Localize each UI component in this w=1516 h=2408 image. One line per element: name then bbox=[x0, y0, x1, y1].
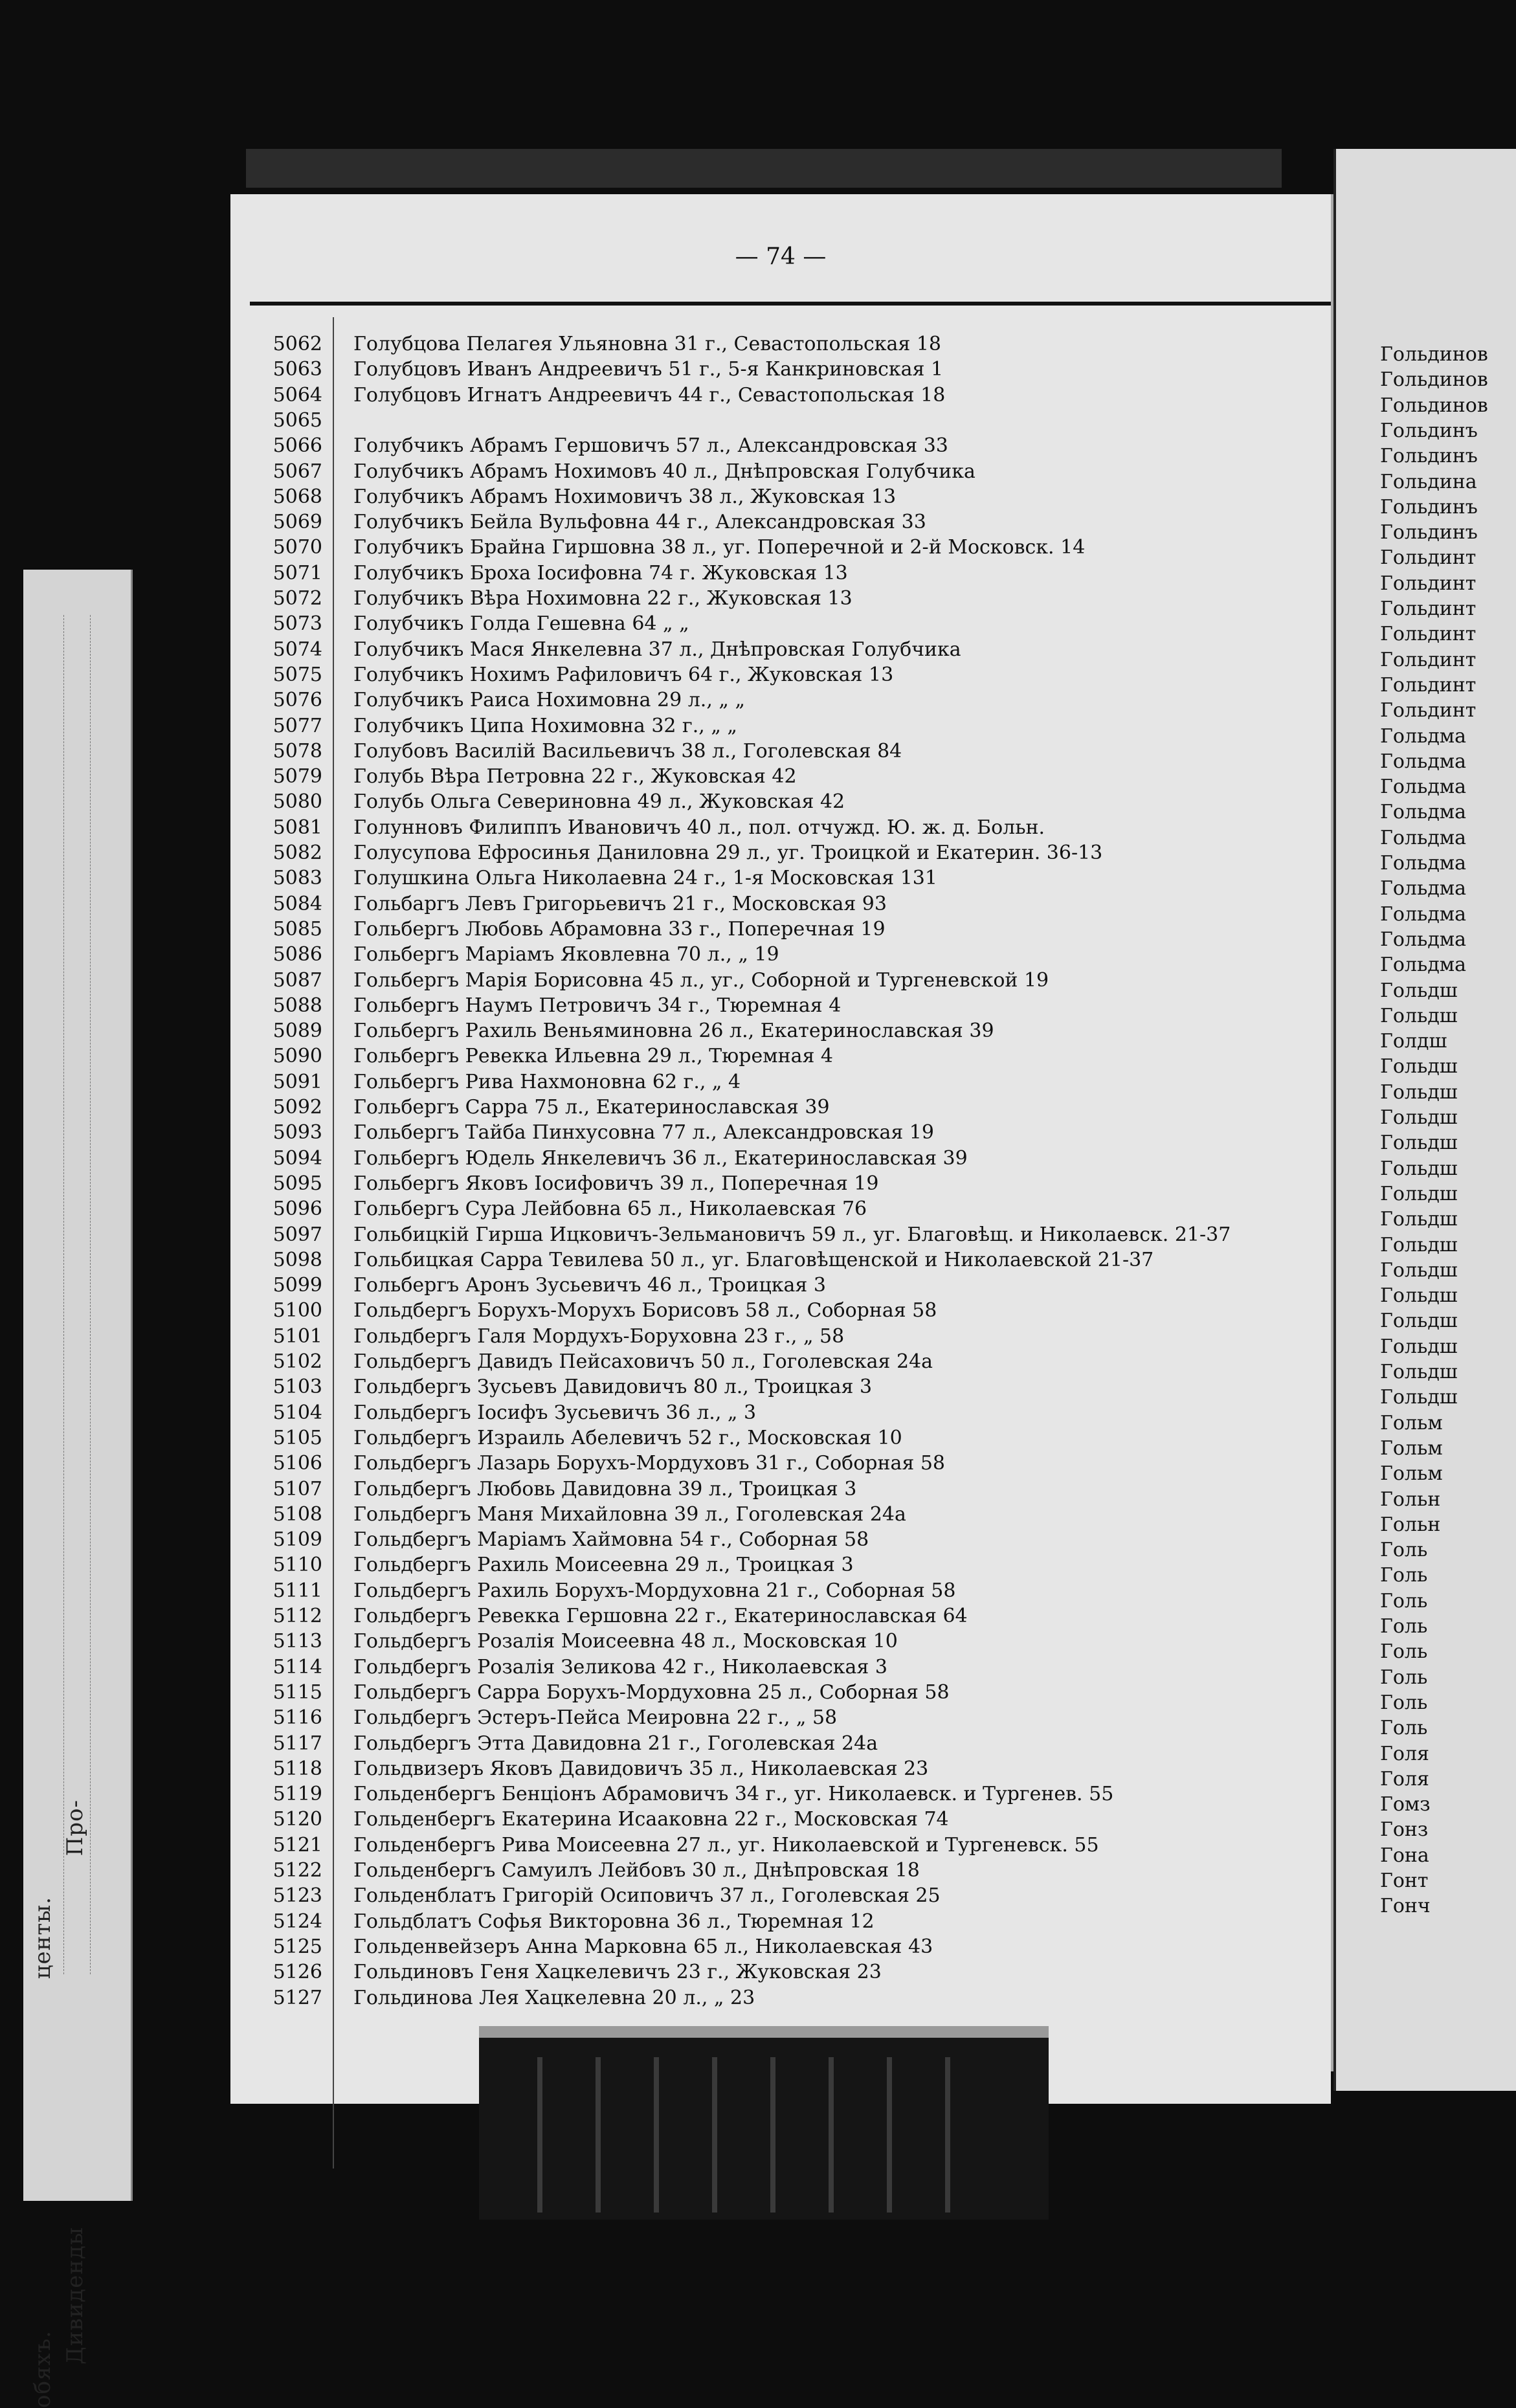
entry-text: Голубцова Пелагея Ульяновна 31 г., Севастопольская 18 bbox=[353, 333, 942, 355]
entry-text: Гольденблатъ Григорій Осиповичъ 37 л., Гоголевская 25 bbox=[353, 1884, 941, 1908]
list-item bbox=[230, 917, 1331, 942]
list-item bbox=[230, 764, 1331, 789]
list-item bbox=[230, 637, 1331, 662]
entry-number: 5080 bbox=[273, 790, 322, 814]
entry-number: 5091 bbox=[273, 1070, 322, 1093]
entry-number: 5103 bbox=[273, 1376, 322, 1399]
entry-text: Голунновъ Филиппъ Ивановичъ 40 л., пол. отчужд. Ю. ж. д. Больн. bbox=[353, 816, 1045, 839]
list-item bbox=[230, 1171, 1331, 1196]
entry-text: Гольбицкій Гирша Ицковичъ-Зельмановичъ 59 л., уг. Благовѣщ. и Николаевск. 21-37 bbox=[353, 1223, 1231, 1246]
list-item bbox=[230, 739, 1331, 764]
entry-text: Гольдбергъ Ревекка Гершовна 22 г., Екатеринославская 64 bbox=[353, 1605, 968, 1627]
right-page-fragment: Голь bbox=[1380, 1564, 1428, 1587]
list-item bbox=[230, 1603, 1331, 1629]
entry-text: Гольдбергъ Маріамъ Хаймовна 54 г., Соборная 58 bbox=[353, 1528, 869, 1552]
entry-number: 5071 bbox=[273, 561, 322, 585]
entry-text: Голусупова Ефросинья Даниловна 29 л., уг. Троицкой и Екатерин. 36-13 bbox=[353, 842, 1103, 864]
list-item bbox=[230, 535, 1331, 560]
right-page-fragment: Голя bbox=[1380, 1742, 1429, 1765]
right-page-fragment: Гольдш bbox=[1380, 1106, 1458, 1129]
list-item bbox=[230, 993, 1331, 1018]
entry-text: Гольбергъ Аронъ Зусьевичъ 46 л., Троицкая 3 bbox=[353, 1274, 826, 1297]
entry-number: 5111 bbox=[273, 1579, 322, 1602]
right-page-fragment: Голь bbox=[1380, 1539, 1428, 1562]
entry-text: Гольбергъ Ревекка Ильевна 29 л., Тюремная 4 bbox=[353, 1045, 834, 1068]
list-item bbox=[230, 1120, 1331, 1145]
entry-text: Гольдбергъ Любовь Давидовна 39 л., Троицкая 3 bbox=[353, 1477, 857, 1500]
entry-number: 5101 bbox=[273, 1324, 322, 1348]
entry-number: 5093 bbox=[273, 1121, 322, 1144]
entry-number: 5074 bbox=[273, 638, 322, 661]
right-page-fragment: Гольдш bbox=[1380, 1258, 1458, 1282]
entry-number: 5112 bbox=[273, 1605, 322, 1627]
list-item bbox=[230, 1985, 1331, 2011]
right-page-fragment: Гольдш bbox=[1380, 1310, 1458, 1333]
right-page-fragment: Голь bbox=[1380, 1666, 1428, 1689]
right-page-fragment: Гольн bbox=[1380, 1513, 1441, 1536]
left-fragment-2: центы. bbox=[30, 1897, 56, 1979]
list-item bbox=[230, 1883, 1331, 1908]
right-page-fragment: Гольдинов bbox=[1380, 343, 1488, 366]
entry-number: 5087 bbox=[273, 968, 322, 992]
list-item bbox=[230, 1298, 1331, 1323]
list-item bbox=[230, 789, 1331, 814]
entry-text: Гольбергъ Яковъ Іосифовичъ 39 л., Поперечная 19 bbox=[353, 1172, 879, 1195]
list-item bbox=[230, 1756, 1331, 1781]
right-page-fragment: Гольдш bbox=[1380, 979, 1458, 1002]
entry-text: Гольденвейзеръ Анна Марковна 65 л., Николаевская 43 bbox=[353, 1935, 933, 1958]
right-page-fragment: Голь bbox=[1380, 1640, 1428, 1664]
list-item bbox=[230, 561, 1331, 586]
right-page-fragment: Гонз bbox=[1380, 1818, 1429, 1842]
list-item bbox=[230, 1527, 1331, 1552]
entry-text: Голубчикъ Броха Іосифовна 74 г. Жуковская 13 bbox=[353, 561, 848, 585]
entry-text: Гольбергъ Сарра 75 л., Екатеринославская 39 bbox=[353, 1096, 830, 1119]
entry-number: 5094 bbox=[273, 1146, 322, 1170]
entry-number: 5116 bbox=[273, 1706, 322, 1730]
directory-page bbox=[230, 194, 1331, 2104]
right-page-fragment: Гольдма bbox=[1380, 750, 1467, 773]
right-page-fragment: Гольдинт bbox=[1380, 623, 1477, 646]
right-page-fragment: Гольдш bbox=[1380, 1157, 1458, 1180]
entry-number: 5114 bbox=[273, 1655, 322, 1678]
entry-number: 5075 bbox=[273, 663, 322, 686]
right-page-fragment: Гольдинт bbox=[1380, 597, 1477, 620]
list-item bbox=[230, 1578, 1331, 1603]
list-item bbox=[230, 1680, 1331, 1705]
right-page-fragment: Гольм bbox=[1380, 1462, 1443, 1486]
entry-text: Голубь Ольга Севериновна 49 л., Жуковская 42 bbox=[353, 790, 845, 814]
list-item bbox=[230, 1629, 1331, 1654]
list-item bbox=[230, 942, 1331, 967]
entry-text: Гольдбергъ Эстеръ-Пейса Меировна 22 г., „ 58 bbox=[353, 1706, 838, 1730]
right-page-fragment: Голь bbox=[1380, 1589, 1428, 1612]
entry-number: 5113 bbox=[273, 1630, 322, 1653]
right-page-fragment: Гольдш bbox=[1380, 1208, 1458, 1231]
entry-text: Гольденбергъ Рива Моисеевна 27 л., уг. Николаевской и Тургеневск. 55 bbox=[353, 1833, 1099, 1856]
list-item bbox=[230, 1196, 1331, 1221]
entry-number: 5110 bbox=[273, 1554, 322, 1577]
right-page-fragment: Гона bbox=[1380, 1844, 1429, 1867]
entry-text: Голубчикъ Мася Янкелевна 37 л., Днѣпровская Голубчика bbox=[353, 638, 961, 661]
entry-text: Голубчикъ Абрамъ Нохимовъ 40 л., Днѣпровская Голубчика bbox=[353, 460, 975, 483]
entry-number: 5106 bbox=[273, 1452, 322, 1475]
list-item bbox=[230, 1247, 1331, 1273]
entry-number: 5127 bbox=[273, 1986, 322, 2009]
entry-text: Гольбергъ Наумъ Петровичъ 34 г., Тюремная 4 bbox=[353, 994, 842, 1017]
list-item bbox=[230, 1425, 1331, 1451]
page-edge-shadow bbox=[246, 149, 1282, 188]
right-page-fragment: Гольдинт bbox=[1380, 572, 1477, 595]
entry-number: 5120 bbox=[273, 1808, 322, 1831]
list-item bbox=[230, 1069, 1331, 1095]
entry-number: 5086 bbox=[273, 943, 322, 966]
list-item bbox=[230, 840, 1331, 865]
entry-text: Голубовъ Василій Васильевичъ 38 л., Гоголевская 84 bbox=[353, 739, 902, 763]
entry-number: 5096 bbox=[273, 1198, 322, 1221]
entry-text: Гольдбергъ Розалія Моисеевна 48 л., Московская 10 bbox=[353, 1630, 898, 1653]
entry-number: 5064 bbox=[273, 383, 322, 407]
right-page-fragment: Гольдма bbox=[1380, 877, 1467, 900]
entry-number: 5062 bbox=[273, 333, 322, 355]
entry-text: Гольбергъ Любовь Абрамовна 33 г., Поперечная 19 bbox=[353, 917, 886, 941]
right-page-fragment: Гольдинъ bbox=[1380, 419, 1478, 442]
entry-text: Гольдиновъ Геня Хацкелевичъ 23 г., Жуковская 23 bbox=[353, 1961, 882, 1984]
right-page-fragment: Гольдш bbox=[1380, 1055, 1458, 1078]
entry-text: Гольдбергъ Борухъ-Морухъ Борисовъ 58 л., Соборная 58 bbox=[353, 1299, 937, 1322]
left-torn-page bbox=[23, 570, 133, 2408]
entry-number: 5073 bbox=[273, 612, 322, 636]
list-item bbox=[230, 891, 1331, 917]
list-item bbox=[230, 1146, 1331, 1171]
list-item bbox=[230, 1095, 1331, 1120]
left-page-column bbox=[63, 615, 91, 1974]
right-page-fragment: Гольм bbox=[1380, 1436, 1443, 1460]
list-item bbox=[230, 611, 1331, 636]
entry-text: Гольдбергъ Давидъ Пейсаховичъ 50 л., Гоголевская 24а bbox=[353, 1350, 933, 1373]
entry-number: 5076 bbox=[273, 689, 322, 712]
entry-text: Гольбергъ Марія Борисовна 45 л., уг., Соборной и Тургеневской 19 bbox=[353, 968, 1049, 992]
book-binding-shadow bbox=[479, 2026, 1049, 2220]
entry-number: 5072 bbox=[273, 587, 322, 610]
list-item bbox=[230, 1324, 1331, 1349]
entry-number: 5067 bbox=[273, 460, 322, 483]
entry-number: 5124 bbox=[273, 1910, 322, 1933]
entry-number: 5117 bbox=[273, 1732, 322, 1755]
right-page-fragment: Голдш bbox=[1380, 1030, 1447, 1053]
list-item bbox=[230, 865, 1331, 891]
right-page-fragment: Гольдинт bbox=[1380, 648, 1477, 671]
entry-number: 5084 bbox=[273, 892, 322, 915]
right-page-fragment: Гольдш bbox=[1380, 1182, 1458, 1205]
entry-number: 5081 bbox=[273, 816, 322, 839]
entry-text: Гольдбергъ Рахиль Борухъ-Мордуховна 21 г., Соборная 58 bbox=[353, 1579, 956, 1602]
entry-text: Голубчикъ Бейла Вульфовна 44 г., Александровская 33 bbox=[353, 511, 926, 534]
right-page-fragment: Гольдма bbox=[1380, 724, 1467, 748]
list-item bbox=[230, 1833, 1331, 1858]
header-rule bbox=[250, 302, 1331, 306]
entry-text: Гольдбергъ Израиль Абелевичъ 52 г., Московская 10 bbox=[353, 1426, 902, 1449]
list-item bbox=[230, 1705, 1331, 1730]
entry-text: Гольдбергъ Лазарь Борухъ-Мордуховъ 31 г., Соборная 58 bbox=[353, 1452, 945, 1475]
right-page-fragment: Гольдш bbox=[1380, 1335, 1458, 1358]
list-item bbox=[230, 433, 1331, 458]
right-page-fragment: Гольдинт bbox=[1380, 546, 1477, 570]
entry-text: Гольбергъ Сура Лейбовна 65 л., Николаевская 76 bbox=[353, 1198, 867, 1221]
right-page-fragment: Гольдма bbox=[1380, 801, 1467, 824]
entry-number: 5097 bbox=[273, 1223, 322, 1246]
entry-number: 5070 bbox=[273, 536, 322, 559]
list-item bbox=[230, 586, 1331, 611]
list-item bbox=[230, 815, 1331, 840]
entry-text: Гольденбергъ Екатерина Исааковна 22 г., Московская 74 bbox=[353, 1808, 949, 1831]
entry-number: 5119 bbox=[273, 1783, 322, 1806]
entry-number: 5100 bbox=[273, 1299, 322, 1322]
list-item bbox=[230, 1502, 1331, 1527]
right-page-fragment: Гольдш bbox=[1380, 1233, 1458, 1256]
list-item bbox=[230, 1374, 1331, 1399]
entry-number: 5121 bbox=[273, 1833, 322, 1856]
list-item bbox=[230, 383, 1331, 408]
list-item bbox=[230, 1018, 1331, 1043]
list-item bbox=[230, 1934, 1331, 1959]
entry-text: Голубчикъ Голда Гешевна 64 „ „ bbox=[353, 612, 689, 636]
entry-number: 5099 bbox=[273, 1274, 322, 1297]
entry-text: Гольдбергъ Розалія Зеликова 42 г., Николаевская 3 bbox=[353, 1655, 887, 1678]
list-item bbox=[230, 1477, 1331, 1502]
entry-text: Гольдблатъ Софья Викторовна 36 л., Тюремная 12 bbox=[353, 1910, 875, 1933]
entry-number: 5123 bbox=[273, 1884, 322, 1908]
right-page-fragment: Гольдинъ bbox=[1380, 445, 1478, 468]
entry-text: Гольдинова Лея Хацкелевна 20 л., „ 23 bbox=[353, 1986, 755, 2009]
list-item bbox=[230, 357, 1331, 382]
entry-number: 5085 bbox=[273, 917, 322, 941]
list-item bbox=[230, 1858, 1331, 1883]
entry-number: 5122 bbox=[273, 1859, 322, 1882]
right-page-fragment: Голь bbox=[1380, 1717, 1428, 1740]
list-item bbox=[230, 331, 1331, 357]
entry-text: Гольбергъ Рахиль Веньяминовна 26 л., Екатеринославская 39 bbox=[353, 1020, 994, 1043]
entry-text: Голубчикъ Брайна Гиршовна 38 л., уг. Поперечной и 2-й Московск. 14 bbox=[353, 536, 1086, 559]
entry-number: 5109 bbox=[273, 1528, 322, 1552]
list-item bbox=[230, 713, 1331, 739]
entry-text: Гольдвизеръ Яковъ Давидовичъ 35 л., Николаевская 23 bbox=[353, 1757, 929, 1780]
entry-text: Голубчикъ Вѣра Нохимовна 22 г., Жуковская 13 bbox=[353, 587, 853, 610]
right-page-fragment: Гольдинъ bbox=[1380, 495, 1478, 518]
right-neighbour-page bbox=[1333, 149, 1516, 2091]
entry-text: Гольбергъ Рива Нахмоновна 62 г., „ 4 bbox=[353, 1070, 741, 1093]
entry-text: Гольдбергъ Галя Мордухъ-Боруховна 23 г., „ 58 bbox=[353, 1324, 845, 1348]
entry-number: 5118 bbox=[273, 1757, 322, 1780]
entry-number: 5102 bbox=[273, 1350, 322, 1373]
right-page-fragment: Голь bbox=[1380, 1615, 1428, 1638]
right-page-fragment: Гольдш bbox=[1380, 1361, 1458, 1383]
list-item bbox=[230, 1451, 1331, 1476]
left-fragment-4: обяхъ. bbox=[30, 2330, 56, 2408]
list-item bbox=[230, 1273, 1331, 1298]
right-page-fragment: Гольдма bbox=[1380, 775, 1467, 799]
entry-text: Голубчикъ Абрамъ Нохимовичъ 38 л., Жуковская 13 bbox=[353, 485, 897, 508]
list-item bbox=[230, 484, 1331, 509]
entry-number: 5126 bbox=[273, 1961, 322, 1984]
page-number: — 74 — bbox=[735, 243, 827, 270]
entry-number: 5125 bbox=[273, 1935, 322, 1958]
entry-number: 5065 bbox=[273, 408, 322, 432]
list-item bbox=[230, 1909, 1331, 1934]
right-page-fragment: Гольдма bbox=[1380, 928, 1467, 951]
entry-number: 5104 bbox=[273, 1401, 322, 1424]
entry-number: 5108 bbox=[273, 1502, 322, 1526]
list-item bbox=[230, 687, 1331, 713]
left-fragment-3: Дивиденды bbox=[62, 2227, 88, 2365]
entry-number: 5079 bbox=[273, 765, 322, 788]
entry-text: Голубчикъ Ципа Нохимовна 32 г., „ „ bbox=[353, 714, 737, 737]
right-page-fragment: Гольдш bbox=[1380, 1284, 1458, 1308]
right-page-fragment: Гонт bbox=[1380, 1869, 1429, 1892]
entry-text: Гольдбергъ Іосифъ Зусьевичъ 36 л., „ 3 bbox=[353, 1401, 757, 1424]
entry-text: Голубчикъ Раиса Нохимовна 29 л., „ „ bbox=[353, 689, 746, 712]
right-page-fragment: Гомз bbox=[1380, 1793, 1431, 1816]
entry-number: 5089 bbox=[273, 1020, 322, 1043]
right-page-fragment: Голя bbox=[1380, 1767, 1429, 1790]
entry-number: 5077 bbox=[273, 714, 322, 737]
entry-number: 5082 bbox=[273, 842, 322, 864]
right-page-fragment: Гольдш bbox=[1380, 1080, 1458, 1104]
list-item bbox=[230, 1043, 1331, 1069]
entry-text: Голубцовъ Иванъ Андреевичъ 51 г., 5-я Канкриновская 1 bbox=[353, 358, 944, 381]
entry-number: 5078 bbox=[273, 739, 322, 763]
entry-number: 5083 bbox=[273, 867, 322, 890]
list-item bbox=[230, 509, 1331, 535]
right-page-fragment: Гольдинов bbox=[1380, 368, 1488, 392]
entry-text: Гольдбергъ Рахиль Моисеевна 29 л., Троицкая 3 bbox=[353, 1554, 854, 1577]
list-item bbox=[230, 1807, 1331, 1832]
entry-text: Гольбаргъ Левъ Григорьевичъ 21 г., Московская 93 bbox=[353, 892, 887, 915]
right-page-fragment: Гольдинъ bbox=[1380, 521, 1478, 544]
entry-text: Голубцовъ Игнатъ Андреевичъ 44 г., Севастопольская 18 bbox=[353, 383, 946, 407]
list-item bbox=[230, 1222, 1331, 1247]
entry-text: Гольбергъ Маріамъ Яковлевна 70 л., „ 19 bbox=[353, 943, 779, 966]
list-item bbox=[230, 1349, 1331, 1374]
entry-number: 5092 bbox=[273, 1096, 322, 1119]
right-page-fragment: Гольдинов bbox=[1380, 394, 1488, 417]
entry-number: 5095 bbox=[273, 1172, 322, 1195]
entry-number: 5063 bbox=[273, 358, 322, 381]
right-page-fragment: Гольдма bbox=[1380, 826, 1467, 849]
list-item bbox=[230, 1959, 1331, 1985]
entry-text: Гольденбергъ Бенціонъ Абрамовичъ 34 г., уг. Николаевск. и Тургенев. 55 bbox=[353, 1783, 1114, 1806]
list-item bbox=[230, 408, 1331, 433]
right-page-fragment: Гольдма bbox=[1380, 953, 1467, 977]
right-page-fragment: Гольдма bbox=[1380, 852, 1467, 875]
right-page-fragment: Гольдш bbox=[1380, 1386, 1458, 1409]
entry-text: Голубчикъ Нохимъ Рафиловичъ 64 г., Жуковская 13 bbox=[353, 663, 894, 686]
right-page-fragment: Гольдина bbox=[1380, 470, 1477, 493]
entry-number: 5088 bbox=[273, 994, 322, 1017]
entry-text: Гольдбергъ Этта Давидовна 21 г., Гоголевская 24а bbox=[353, 1732, 878, 1755]
list-item bbox=[230, 459, 1331, 484]
list-item bbox=[230, 1781, 1331, 1807]
left-fragment-1: Про- bbox=[62, 1800, 88, 1856]
entry-number: 5105 bbox=[273, 1426, 322, 1449]
entry-text: Гольдбергъ Зусьевъ Давидовичъ 80 л., Троицкая 3 bbox=[353, 1376, 873, 1399]
entry-text: Гольбицкая Сарра Тевилева 50 л., уг. Благовѣщенской и Николаевской 21-37 bbox=[353, 1248, 1154, 1271]
entry-number: 5066 bbox=[273, 434, 322, 458]
entry-number: 5098 bbox=[273, 1248, 322, 1271]
entry-text: Гольбергъ Тайба Пинхусовна 77 л., Александровская 19 bbox=[353, 1121, 934, 1144]
list-item bbox=[230, 1400, 1331, 1425]
right-page-fragment: Голь bbox=[1380, 1691, 1428, 1714]
right-page-fragment: Гольм bbox=[1380, 1411, 1443, 1434]
entry-text: Гольдбергъ Сарра Борухъ-Мордуховна 25 л., Соборная 58 bbox=[353, 1680, 950, 1704]
entry-number: 5090 bbox=[273, 1045, 322, 1068]
entry-text: Гольбергъ Юдель Янкелевичъ 36 л., Екатеринославская 39 bbox=[353, 1146, 968, 1170]
list-item bbox=[230, 1655, 1331, 1680]
entry-number: 5107 bbox=[273, 1477, 322, 1500]
right-page-fragment: Гонч bbox=[1380, 1895, 1431, 1918]
entry-number: 5115 bbox=[273, 1680, 322, 1704]
entry-number: 5068 bbox=[273, 485, 322, 508]
entry-text: Голубчикъ Абрамъ Гершовичъ 57 л., Александровская 33 bbox=[353, 434, 948, 458]
list-item bbox=[230, 1731, 1331, 1756]
list-item bbox=[230, 1552, 1331, 1577]
right-page-fragment: Гольдма bbox=[1380, 902, 1467, 926]
right-page-fragment: Гольдш bbox=[1380, 1132, 1458, 1155]
right-page-fragment: Гольдинт bbox=[1380, 673, 1477, 697]
entry-text: Гольденбергъ Самуилъ Лейбовъ 30 л., Днѣпровская 18 bbox=[353, 1859, 920, 1882]
list-item bbox=[230, 662, 1331, 687]
list-item bbox=[230, 968, 1331, 993]
right-page-fragment: Гольн bbox=[1380, 1488, 1441, 1511]
right-page-fragment: Гольдш bbox=[1380, 1004, 1458, 1027]
entry-text: Гольдбергъ Маня Михайловна 39 л., Гоголевская 24а bbox=[353, 1502, 906, 1526]
entry-text: Голубь Вѣра Петровна 22 г., Жуковская 42 bbox=[353, 765, 797, 788]
entry-text: Голушкина Ольга Николаевна 24 г., 1-я Московская 131 bbox=[353, 867, 937, 890]
right-page-fragment: Гольдинт bbox=[1380, 699, 1477, 722]
entry-number: 5069 bbox=[273, 511, 322, 534]
